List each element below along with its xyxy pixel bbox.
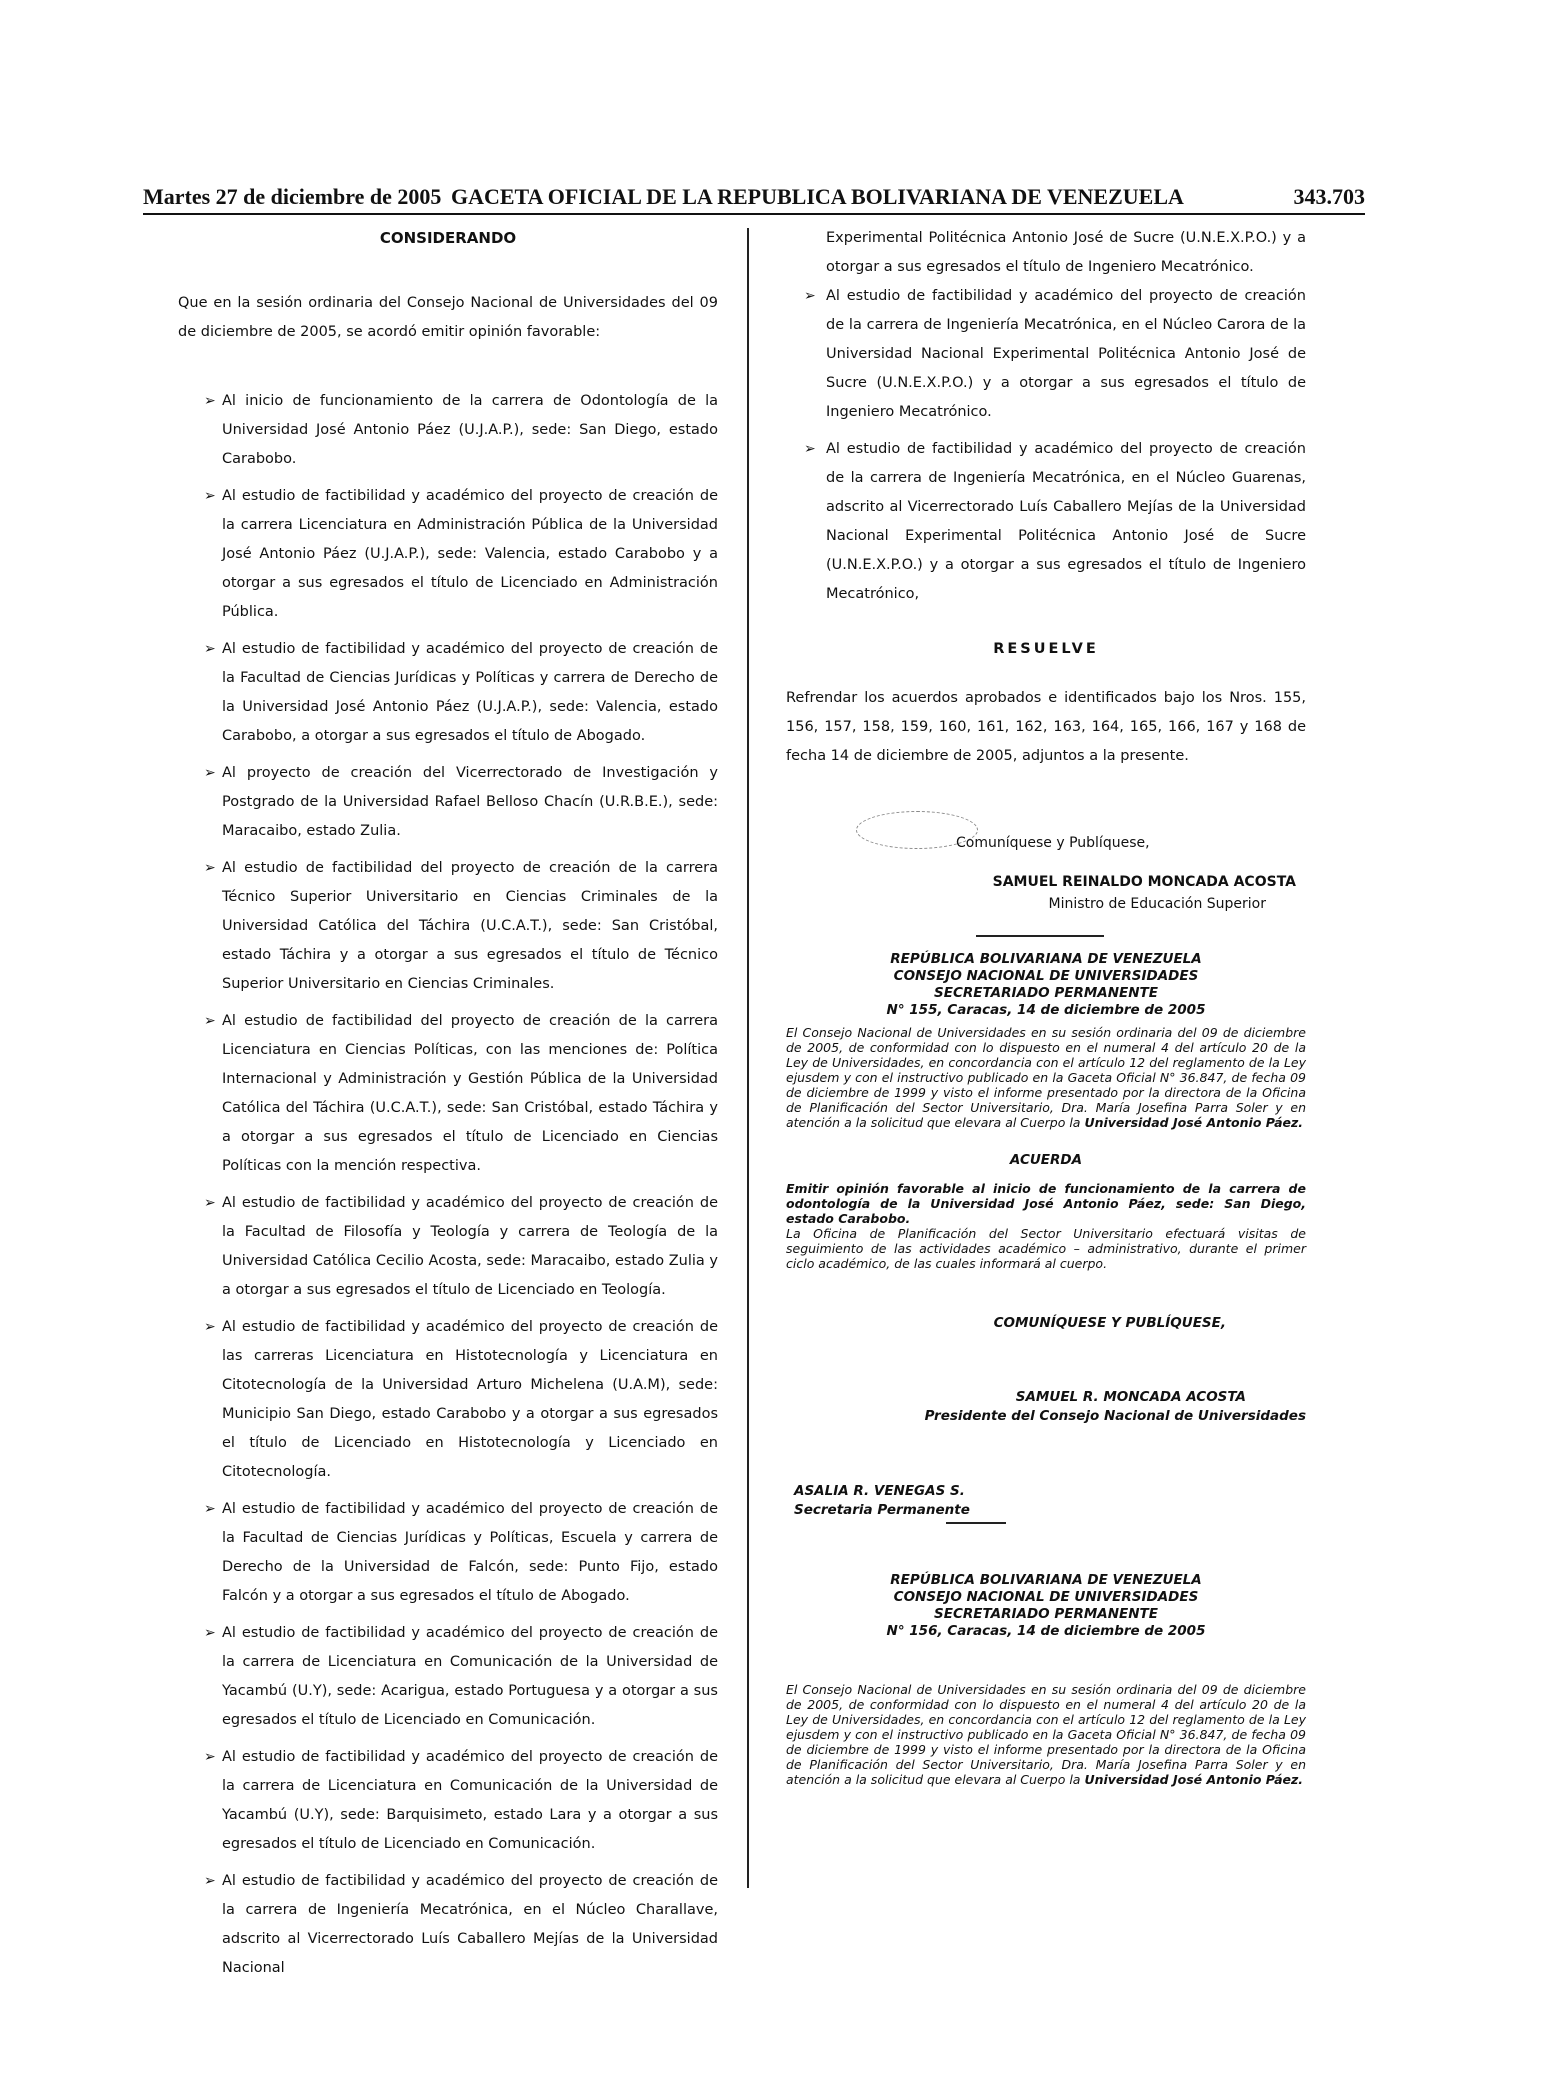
arrow-bullet-icon: ➢: [204, 1195, 216, 1211]
arrow-bullet-icon: ➢: [804, 288, 816, 304]
list-item: ➢ Al estudio de factibilidad y académico del proyecto de creación de la Facultad de Filosofía y Teología y carrera de Teología de la Universidad Católica Cecilio Acosta, sede: Maracaibo, estado Zulia y a otorgar a sus egresados el título de Licenciado en Teología.: [178, 1189, 718, 1305]
res-number: N° 156, Caracas, 14 de diciembre de 2005: [886, 1623, 1206, 1639]
left-column: [178, 224, 718, 1991]
res-header-republic: REPÚBLICA BOLIVARIANA DE VENEZUELA: [890, 951, 1202, 967]
res-body: El Consejo Nacional de Universidades en su sesión ordinaria del 09 de diciembre de 2005, de conformidad con lo dispuesto en el numeral 4 del artículo 20 de la Ley de Universidades, en concordancia con el artículo 12 del reglamento de la Ley ejusdem y con el instructivo publicado en la Gaceta Oficial N° 36.847, de fecha 09 de diciembre de 1999 y visto el informe presentado por la directora de la Oficina de Planificación del Sector Universitario, Dra. María Josefina Parra Soler y en atención a la solicitud que elevara al Cuerpo la Universidad José Antonio Páez.: [786, 1682, 1306, 1787]
acuerda-heading: ACUERDA: [1009, 1152, 1083, 1168]
list-item: ➢ Al proyecto de creación del Vicerrectorado de Investigación y Postgrado de la Universidad Rafael Belloso Chacín (U.R.B.E.), sede: Maracaibo, estado Zulia.: [178, 759, 718, 846]
list-item: ➢ Al estudio de factibilidad y académico del proyecto de creación de las carreras Licenciatura en Histotecnología y Licenciatura en Citotecnología de la Universidad Arturo Michelena (U.A.M), sede: Municipio San Diego, estado Carabobo y a otorgar a sus egresados el título de Licenciado en Histotecnología y Licenciado en Citotecnología.: [178, 1313, 718, 1487]
secretary-title: Secretaria Permanente: [794, 1502, 970, 1518]
list-item: ➢ Al estudio de factibilidad y académico del proyecto de creación de la Facultad de Ciencias Jurídicas y Políticas y carrera de Derecho de la Universidad José Antonio Páez (U.J.A.P.), sede: Valencia, estado Carabobo, a otorgar a sus egresados el título de Abogado.: [178, 635, 718, 751]
arrow-bullet-icon: ➢: [204, 1749, 216, 1765]
considerando-heading: CONSIDERANDO: [379, 229, 517, 247]
res-number: N° 155, Caracas, 14 de diciembre de 2005: [886, 1002, 1206, 1018]
separator-line: [976, 935, 1104, 937]
list-item: ➢ Al estudio de factibilidad y académico del proyecto de creación de la carrera de Ingeniería Mecatrónica, en el Núcleo Carora de la Universidad Nacional Experimental Politécnica Antonio José de Sucre (U.N.E.X.P.O.) y a otorgar a sus egresados el título de Ingeniero Mecatrónico.: [786, 282, 1306, 427]
list-item: ➢ Al estudio de factibilidad y académico del proyecto de creación de la carrera de Licenciatura en Comunicación de la Universidad de Yacambú (U.Y), sede: Acarigua, estado Portuguesa y a otorgar a sus egresados el título de Licenciado en Comunicación.: [178, 1619, 718, 1735]
acuerda-text-bold: Emitir opinión favorable al inicio de funcionamiento de la carrera de odontología de la Universidad José Antonio Páez, sede: San Diego, estado Carabobo.: [786, 1181, 1306, 1226]
list-item: ➢ Al estudio de factibilidad y académico del proyecto de creación de la carrera de Ingeniería Mecatrónica, en el Núcleo Charallave, adscrito al Vicerrectorado Luís Caballero Mejías de la Universidad Nacional: [178, 1867, 718, 1983]
president-name: SAMUEL R. MONCADA ACOSTA: [1015, 1389, 1246, 1405]
arrow-bullet-icon: ➢: [204, 1873, 216, 1889]
list-item: ➢ Al estudio de factibilidad del proyecto de creación de la carrera Licenciatura en Ciencias Políticas, con las menciones de: Política Internacional y Administración y Gestión Pública de la Universidad Católica del Táchira (U.C.A.T.), sede: San Cristóbal, estado Táchira y a otorgar a sus egresados el título de Licenciado en Ciencias Políticas con la mención respectiva.: [178, 1007, 718, 1181]
minister-title: Ministro de Educación Superior: [1048, 896, 1266, 912]
list-item: ➢ Al estudio de factibilidad y académico del proyecto de creación de la carrera Licenciatura en Administración Pública de la Universidad José Antonio Páez (U.J.A.P.), sede: Valencia, estado Carabobo y a otorgar a sus egresados el título de Licenciado en Administración Pública.: [178, 482, 718, 627]
list-item: ➢ Al estudio de factibilidad y académico del proyecto de creación de la carrera de Ingeniería Mecatrónica, en el Núcleo Guarenas, adscrito al Vicerrectorado Luís Caballero Mejías de la Universidad Nacional Experimental Politécnica Antonio José de Sucre (U.N.E.X.P.O.) y a otorgar a sus egresados el título de Ingeniero Mecatrónico,: [786, 435, 1306, 609]
acuerda-text: La Oficina de Planificación del Sector Universitario efectuará visitas de seguimiento de las actividades académico – administrativo, durante el primer ciclo académico, de las cuales informará al cuerpo.: [786, 1226, 1306, 1271]
list-item: ➢ Al estudio de factibilidad y académico del proyecto de creación de la Facultad de Ciencias Jurídicas y Políticas, Escuela y carrera de Derecho de la Universidad de Falcón, sede: Punto Fijo, estado Falcón y a otorgar a sus egresados el título de Abogado.: [178, 1495, 718, 1611]
continued-item: Experimental Politécnica Antonio José de Sucre (U.N.E.X.P.O.) y a otorgar a sus egresados el título de Ingeniero Mecatrónico.: [826, 230, 1306, 275]
arrow-bullet-icon: ➢: [204, 393, 216, 409]
minister-signature-block: [786, 811, 1306, 921]
resolution-156: [786, 1572, 1306, 1787]
arrow-bullet-icon: ➢: [204, 1501, 216, 1517]
header-page-number: 343.703: [1293, 184, 1365, 209]
res-header-republic: REPÚBLICA BOLIVARIANA DE VENEZUELA: [890, 1572, 1202, 1588]
considerando-intro: Que en la sesión ordinaria del Consejo Nacional de Universidades del 09 de diciembre de 2005, se acordó emitir opinión favorable:: [178, 295, 718, 340]
arrow-bullet-icon: ➢: [204, 1625, 216, 1641]
list-item: ➢ Al inicio de funcionamiento de la carrera de Odontología de la Universidad José Antonio Páez (U.J.A.P.), sede: San Diego, estado Carabobo.: [178, 387, 718, 474]
minister-name: SAMUEL REINALDO MONCADA ACOSTA: [992, 874, 1296, 890]
communique-caps: COMUNÍQUESE Y PUBLÍQUESE,: [993, 1315, 1226, 1331]
arrow-bullet-icon: ➢: [204, 765, 216, 781]
considerando-list-continued: [786, 282, 1306, 609]
secretary-name: ASALIA R. VENEGAS S.: [794, 1483, 965, 1499]
resolution-155: [786, 951, 1306, 1524]
res-header-secretariat: SECRETARIADO PERMANENTE: [934, 1606, 1158, 1622]
gazette-header: [143, 183, 1365, 215]
res-header-council: CONSEJO NACIONAL DE UNIVERSIDADES: [893, 1589, 1199, 1605]
communique-text: Comuníquese y Publíquese,: [956, 835, 1150, 851]
header-title: GACETA OFICIAL DE LA REPUBLICA BOLIVARIANA DE VENEZUELA: [451, 184, 1184, 209]
arrow-bullet-icon: ➢: [204, 1319, 216, 1335]
right-column: [786, 224, 1306, 1787]
list-item: ➢ Al estudio de factibilidad del proyecto de creación de la carrera Técnico Superior Universitario en Ciencias Criminales de la Universidad Católica del Táchira (U.C.A.T.), sede: San Cristóbal, estado Táchira y a otorgar a sus egresados el título de Técnico Superior Universitario en Ciencias Criminales.: [178, 854, 718, 999]
arrow-bullet-icon: ➢: [204, 1013, 216, 1029]
arrow-bullet-icon: ➢: [804, 441, 816, 457]
arrow-bullet-icon: ➢: [204, 488, 216, 504]
president-title: Presidente del Consejo Nacional de Universidades: [924, 1408, 1306, 1424]
res-header-secretariat: SECRETARIADO PERMANENTE: [934, 985, 1158, 1001]
res-body: El Consejo Nacional de Universidades en su sesión ordinaria del 09 de diciembre de 2005, de conformidad con lo dispuesto en el numeral 4 del artículo 20 de la Ley de Universidades, en concordancia con el artículo 12 del reglamento de la Ley ejusdem y con el instructivo publicado en la Gaceta Oficial N° 36.847, de fecha 09 de diciembre de 1999 y visto el informe presentado por la directora de la Oficina de Planificación del Sector Universitario, Dra. María Josefina Parra Soler y en atención a la solicitud que elevara al Cuerpo la Universidad José Antonio Páez.: [786, 1025, 1306, 1130]
considerando-list: [178, 387, 718, 1983]
header-date: Martes 27 de diciembre de 2005: [143, 184, 442, 209]
resuelve-heading: RESUELVE: [993, 641, 1099, 657]
res-header-council: CONSEJO NACIONAL DE UNIVERSIDADES: [893, 968, 1199, 984]
column-divider: [747, 228, 749, 1888]
arrow-bullet-icon: ➢: [204, 641, 216, 657]
resuelve-text: Refrendar los acuerdos aprobados e identificados bajo los Nros. 155, 156, 157, 158, 159, 160, 161, 162, 163, 164, 165, 166, 167 y 168 de fecha 14 de diciembre de 2005, adjuntos a la presente.: [786, 690, 1306, 764]
list-item: ➢ Al estudio de factibilidad y académico del proyecto de creación de la carrera de Licenciatura en Comunicación de la Universidad de Yacambú (U.Y), sede: Barquisimeto, estado Lara y a otorgar a sus egresados el título de Licenciado en Comunicación.: [178, 1743, 718, 1859]
secretary-underline: [946, 1522, 1006, 1524]
arrow-bullet-icon: ➢: [204, 860, 216, 876]
